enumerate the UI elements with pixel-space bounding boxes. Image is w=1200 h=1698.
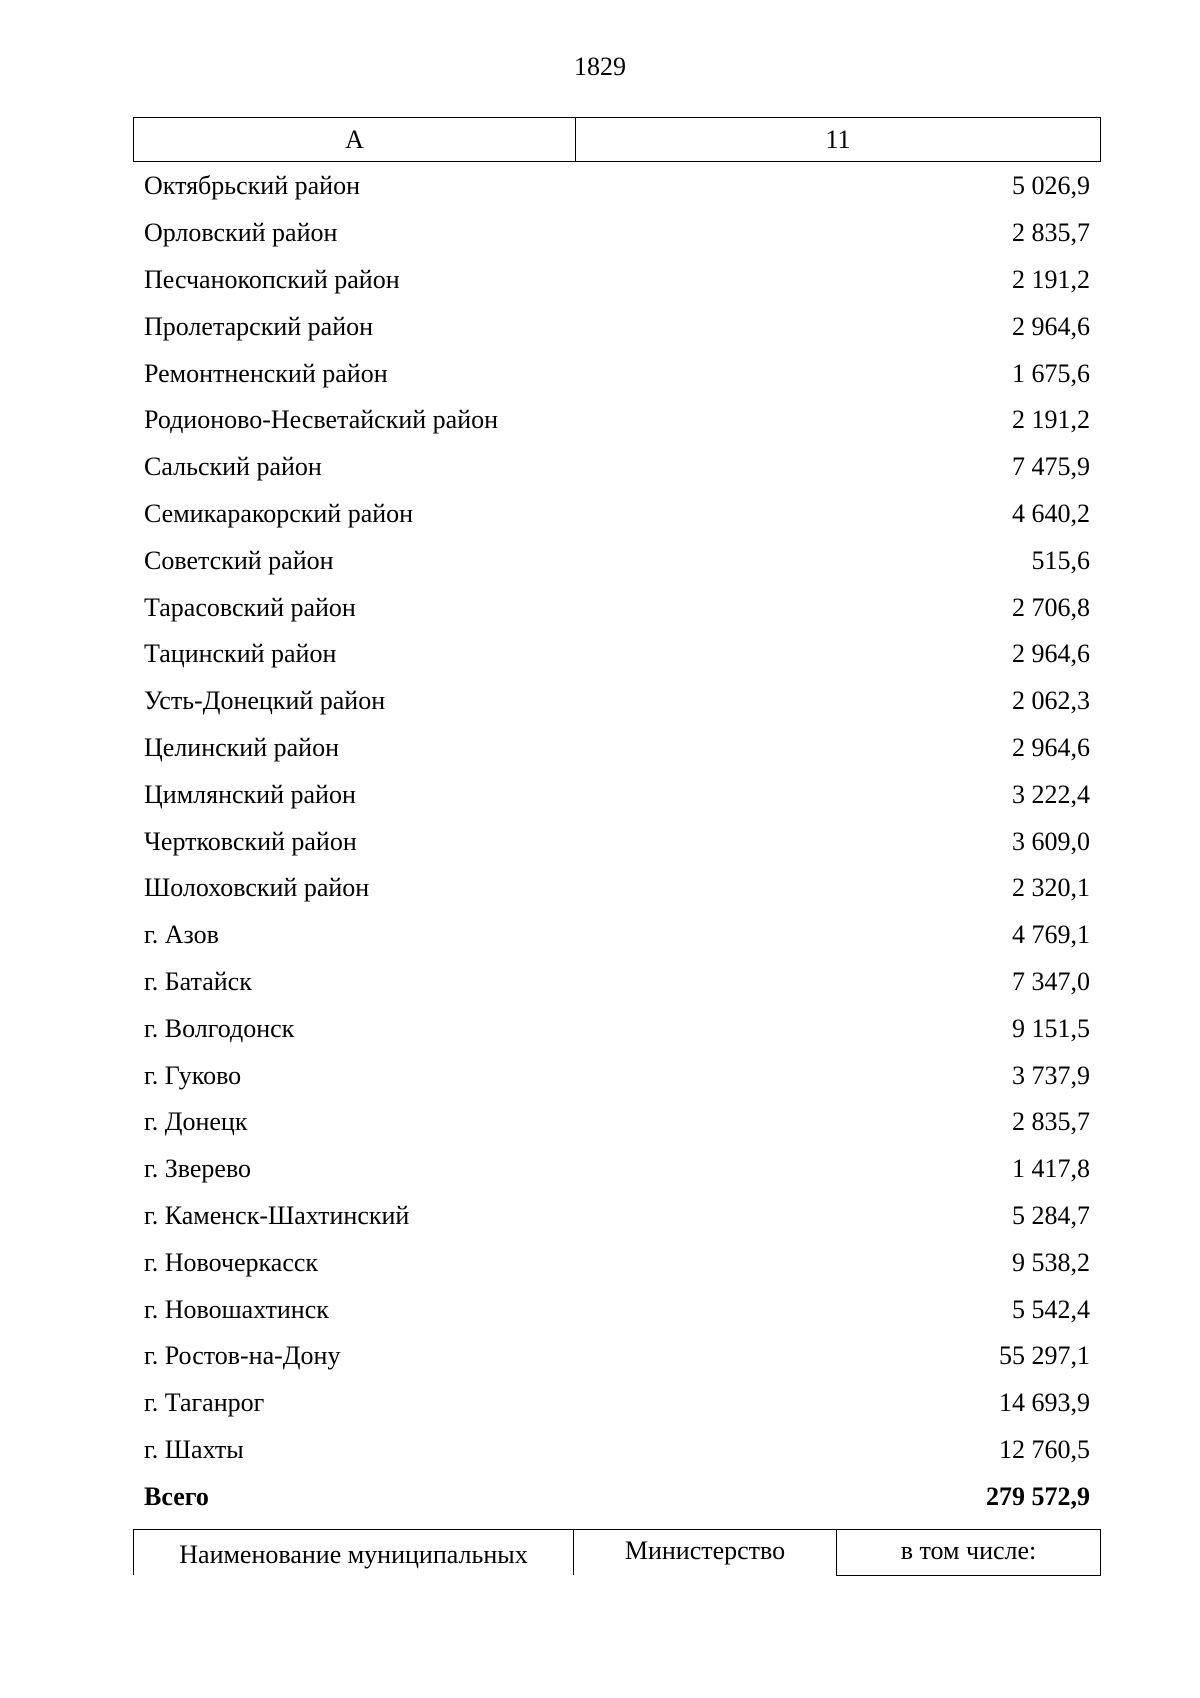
table-row [133, 1193, 1101, 1240]
total-value: 279 572,9 [986, 1481, 1090, 1511]
page-number: 1829 [574, 52, 626, 81]
row-value: 515,6 [1031, 545, 1090, 575]
header-col-a: А [134, 118, 576, 161]
row-value: 5 026,9 [1012, 171, 1090, 201]
row-value: 1 675,6 [1012, 358, 1090, 388]
row-value: 9 151,5 [1012, 1013, 1090, 1043]
table-row [133, 491, 1101, 538]
row-value: 1 417,8 [1012, 1154, 1090, 1184]
row-value: 2 964,6 [1012, 311, 1090, 341]
row-name: г. Зверево [144, 1154, 252, 1184]
row-value: 2 835,7 [1012, 1107, 1090, 1137]
table-row [133, 1427, 1101, 1474]
table-row [133, 865, 1101, 912]
table-row [133, 818, 1101, 865]
row-name: г. Азов [144, 920, 219, 950]
row-name: Усть-Донецкий район [144, 686, 386, 716]
row-name: г. Шахты [144, 1434, 244, 1464]
table-header [133, 117, 1101, 162]
table-row [133, 1052, 1101, 1099]
row-name: г. Гуково [144, 1060, 242, 1090]
total-label: Всего [144, 1481, 209, 1511]
total-row [133, 1473, 1101, 1520]
row-value: 2 964,6 [1012, 639, 1090, 669]
row-value: 3 609,0 [1012, 826, 1090, 856]
row-value: 2 835,7 [1012, 218, 1090, 248]
row-name: г. Батайск [144, 966, 252, 996]
row-value: 9 538,2 [1012, 1247, 1090, 1277]
table-row [133, 771, 1101, 818]
row-value: 2 964,6 [1012, 732, 1090, 762]
row-value: 7 475,9 [1012, 452, 1090, 482]
table-row [133, 959, 1101, 1006]
header-col-11: 11 [825, 125, 851, 154]
row-name: Семикаракорский район [144, 498, 414, 528]
row-value: 2 062,3 [1012, 686, 1090, 716]
table-row [133, 350, 1101, 397]
table-row [133, 1146, 1101, 1193]
row-name: Ремонтненский район [144, 358, 388, 388]
row-name: г. Каменск-Шахтинский [144, 1200, 410, 1230]
header-municipal-name: Наименование муниципальных [133, 1530, 574, 1575]
row-name: Чертковский район [144, 826, 357, 856]
table-row [133, 1005, 1101, 1052]
row-value: 4 640,2 [1012, 498, 1090, 528]
table-row [133, 1380, 1101, 1427]
row-name: Тацинский район [144, 639, 337, 669]
row-value: 4 769,1 [1012, 920, 1090, 950]
row-value: 2 191,2 [1012, 264, 1090, 294]
row-name: Родионово-Несветайский район [144, 405, 499, 435]
row-value: 12 760,5 [999, 1434, 1090, 1464]
row-name: Шолоховский район [144, 873, 370, 903]
row-name: г. Таганрог [144, 1388, 265, 1418]
row-name: г. Волгодонск [144, 1013, 295, 1043]
row-name: Советский район [144, 545, 334, 575]
row-name: Орловский район [144, 218, 338, 248]
table-row [133, 397, 1101, 444]
row-name: г. Донецк [144, 1107, 248, 1137]
table-row [133, 678, 1101, 725]
table-row [133, 584, 1101, 631]
table-row [133, 1099, 1101, 1146]
row-value: 7 347,0 [1012, 966, 1090, 996]
continuation-table-header [133, 1529, 1101, 1575]
row-name: Сальский район [144, 452, 322, 482]
table-row [133, 631, 1101, 678]
row-name: г. Новочеркасск [144, 1247, 319, 1277]
row-value: 2 191,2 [1012, 405, 1090, 435]
row-name: г. Новошахтинск [144, 1294, 329, 1324]
row-name: Пролетарский район [144, 311, 374, 341]
table-body [133, 163, 1101, 1520]
row-value: 2 706,8 [1012, 592, 1090, 622]
row-name: Песчанокопский район [144, 264, 400, 294]
table-row [133, 1286, 1101, 1333]
table-row [133, 210, 1101, 257]
row-value: 5 284,7 [1012, 1200, 1090, 1230]
header-ministry: Министерство [624, 1536, 786, 1565]
table-row [133, 257, 1101, 304]
row-value: 5 542,4 [1012, 1294, 1090, 1324]
table-row [133, 725, 1101, 772]
row-name: Целинский район [144, 732, 339, 762]
row-value: 2 320,1 [1012, 873, 1090, 903]
row-name: Цимлянский район [144, 779, 356, 809]
row-value: 55 297,1 [999, 1341, 1090, 1371]
table-row [133, 303, 1101, 350]
table-row [133, 444, 1101, 491]
row-name: Тарасовский район [144, 592, 356, 622]
table-row [133, 912, 1101, 959]
row-value: 3 222,4 [1012, 779, 1090, 809]
row-name: г. Ростов-на-Дону [144, 1341, 341, 1371]
table-row [133, 1333, 1101, 1380]
table-row [133, 1239, 1101, 1286]
table-row [133, 163, 1101, 210]
table-row [133, 537, 1101, 584]
row-value: 14 693,9 [999, 1388, 1090, 1418]
row-value: 3 737,9 [1012, 1060, 1090, 1090]
header-including: в том числе: [836, 1530, 1101, 1576]
row-name: Октябрьский район [144, 171, 360, 201]
